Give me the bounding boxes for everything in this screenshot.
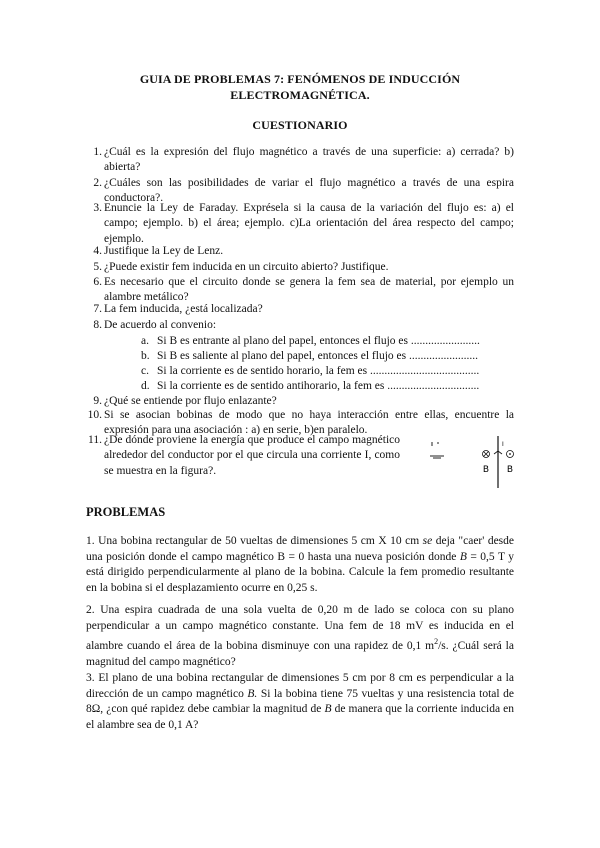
question-number: 5.: [93, 261, 102, 273]
question-text: Es necesario que el circuito donde se genera la fem sea de material, por ejemplo un alambre metálico?: [104, 276, 514, 304]
question-text: ¿Cuáles son las posibilidades de variar el flujo magnético a través de una espira conductora?.: [104, 177, 514, 205]
current-wire-figure: [430, 432, 520, 492]
problem-1-text-b: deja "caer' desde una posición donde el campo magnético B = 0 hasta una nueva posición donde: [86, 535, 514, 563]
sub-item-text: Si la corriente es de sentido antihorario, la fem es ................................: [157, 380, 480, 392]
sub-item-letter: b.: [141, 350, 150, 362]
current-label: I: [502, 441, 504, 448]
current-arrow-left: [494, 451, 498, 454]
question-number: 1.: [93, 146, 102, 158]
question-4: [93, 244, 514, 259]
cuestionario-heading: CUESTIONARIO: [252, 118, 348, 132]
problem-3: [86, 671, 514, 733]
question-number: 7.: [93, 303, 102, 315]
problem-1: [86, 534, 514, 596]
page-title: GUIA DE PROBLEMAS 7: FENÓMENOS DE INDUCCIÓN: [139, 72, 461, 86]
problem-3-text-b: Si la bobina tiene 75 vueltas y una resistencia total de 8Ω, ¿con qué rapidez debe cambiar la magnitud de: [86, 687, 514, 716]
current-arrow-right: [498, 451, 502, 454]
wire-diagram: [430, 432, 520, 492]
sub-item-d: [141, 379, 517, 394]
problem-1-text-c: = 0,5 T y está dirigido perpendicularmente al plano de la bobina. Calcule la fem promedio resultante en la bobina si el desplazamiento ocurre en 0,25 s.: [86, 550, 514, 594]
sub-item-text: Si B es entrante al plano del papel, entonces el flujo es ........................: [157, 335, 480, 347]
sub-item-text: Si B es saliente al plano del papel, entonces el flujo es ........................: [157, 350, 478, 362]
question-text: ¿Puede existir fem inducida en un circuito abierto? Justifique.: [104, 261, 389, 273]
question-number: 4.: [93, 245, 102, 257]
question-text: ¿Cuál es la expresión del flujo magnético a través de una superficie: a) cerrada? b) abierta?: [104, 146, 514, 174]
question-text: La fem inducida, ¿está localizada?: [104, 303, 263, 315]
question-8: [93, 318, 514, 333]
problem-1-italic-a: se: [422, 535, 433, 547]
question-number: 2.: [93, 177, 102, 189]
problemas-heading: PROBLEMAS: [86, 505, 166, 519]
problem-1-text-a: 1. Una bobina rectangular de 50 vueltas de dimensiones 5 cm X 10 cm: [86, 535, 423, 547]
sub-item-b: [141, 349, 517, 364]
question-number: 9.: [93, 395, 102, 407]
sub-item-a: [141, 334, 517, 349]
page-title-line2: ELECTROMAGNÉTICA.: [230, 88, 370, 102]
problem-2-text-a: 2. Una espira cuadrada de una sola vuelta de 0,20 m de lado se coloca con su plano perpendicular a un campo magnético constante. Una fem de 18 mV es inducida en el alambre cuando el área de la bobina disminuye con una rapidez de 0,1 m: [86, 604, 514, 653]
question-1: [93, 145, 514, 176]
question-number: 10.: [87, 409, 102, 421]
question-number: 3.: [93, 202, 102, 214]
question-text: Si se asocian bobinas de modo que no haya interacción entre ellas, encuentre la expresión para una asociación : a) en serie, b)en paralelo.: [104, 409, 514, 437]
question-3: [93, 201, 514, 247]
question-text: Justifique la Ley de Lenz.: [104, 245, 224, 257]
problem-3-italic-b: B: [324, 703, 332, 716]
sub-item-letter: c.: [141, 365, 149, 377]
sub-item-letter: d.: [141, 380, 150, 392]
problem-2-text-b: /s. ¿Cuál será la magnitud del campo magnético?: [86, 640, 514, 668]
field-label-right: B: [506, 465, 514, 475]
problem-3-italic-a: B.: [247, 687, 258, 700]
field-out-of-page-dot: [509, 453, 511, 455]
question-text: De acuerdo al convenio:: [104, 319, 217, 331]
field-label-left: B: [482, 465, 490, 475]
question-number: 8.: [93, 319, 102, 331]
sub-item-c: [141, 364, 517, 379]
question-text: Enuncie la Ley de Faraday. Exprésela si la causa de la variación del flujo es: a) el campo; ejemplo. b) el área; ejemplo. c)La orientación del área respecto del campo; ejemplo.: [104, 202, 514, 245]
question-number: 6.: [93, 276, 102, 288]
question-text: ¿Qué se entiende por flujo enlazante?: [104, 395, 277, 407]
question-11: [88, 433, 400, 479]
question-number: 11.: [88, 434, 102, 446]
problem-3-text-c: de manera que la corriente inducida en el alambre sea de 0,1 A?: [86, 703, 515, 731]
problem-3-text-a: 3. El plano de una bobina rectangular de dimensiones 5 cm por 8 cm es perpendicular a la dirección de un campo magnético: [86, 672, 514, 700]
question-text: ¿De dónde proviene la energía que produce el campo magnético alrededor del conductor por el que circula una corriente I, como se muestra en la figura?.: [104, 434, 400, 477]
sub-item-letter: a.: [141, 335, 149, 347]
question-7: [93, 302, 514, 317]
problem-2: [86, 603, 514, 670]
question-5: [93, 260, 514, 275]
problem-1-italic-b: B: [459, 550, 467, 563]
problem-2-superscript: 2: [434, 637, 439, 647]
sub-item-text: Si la corriente es de sentido horario, la fem es ......................................: [157, 365, 480, 377]
